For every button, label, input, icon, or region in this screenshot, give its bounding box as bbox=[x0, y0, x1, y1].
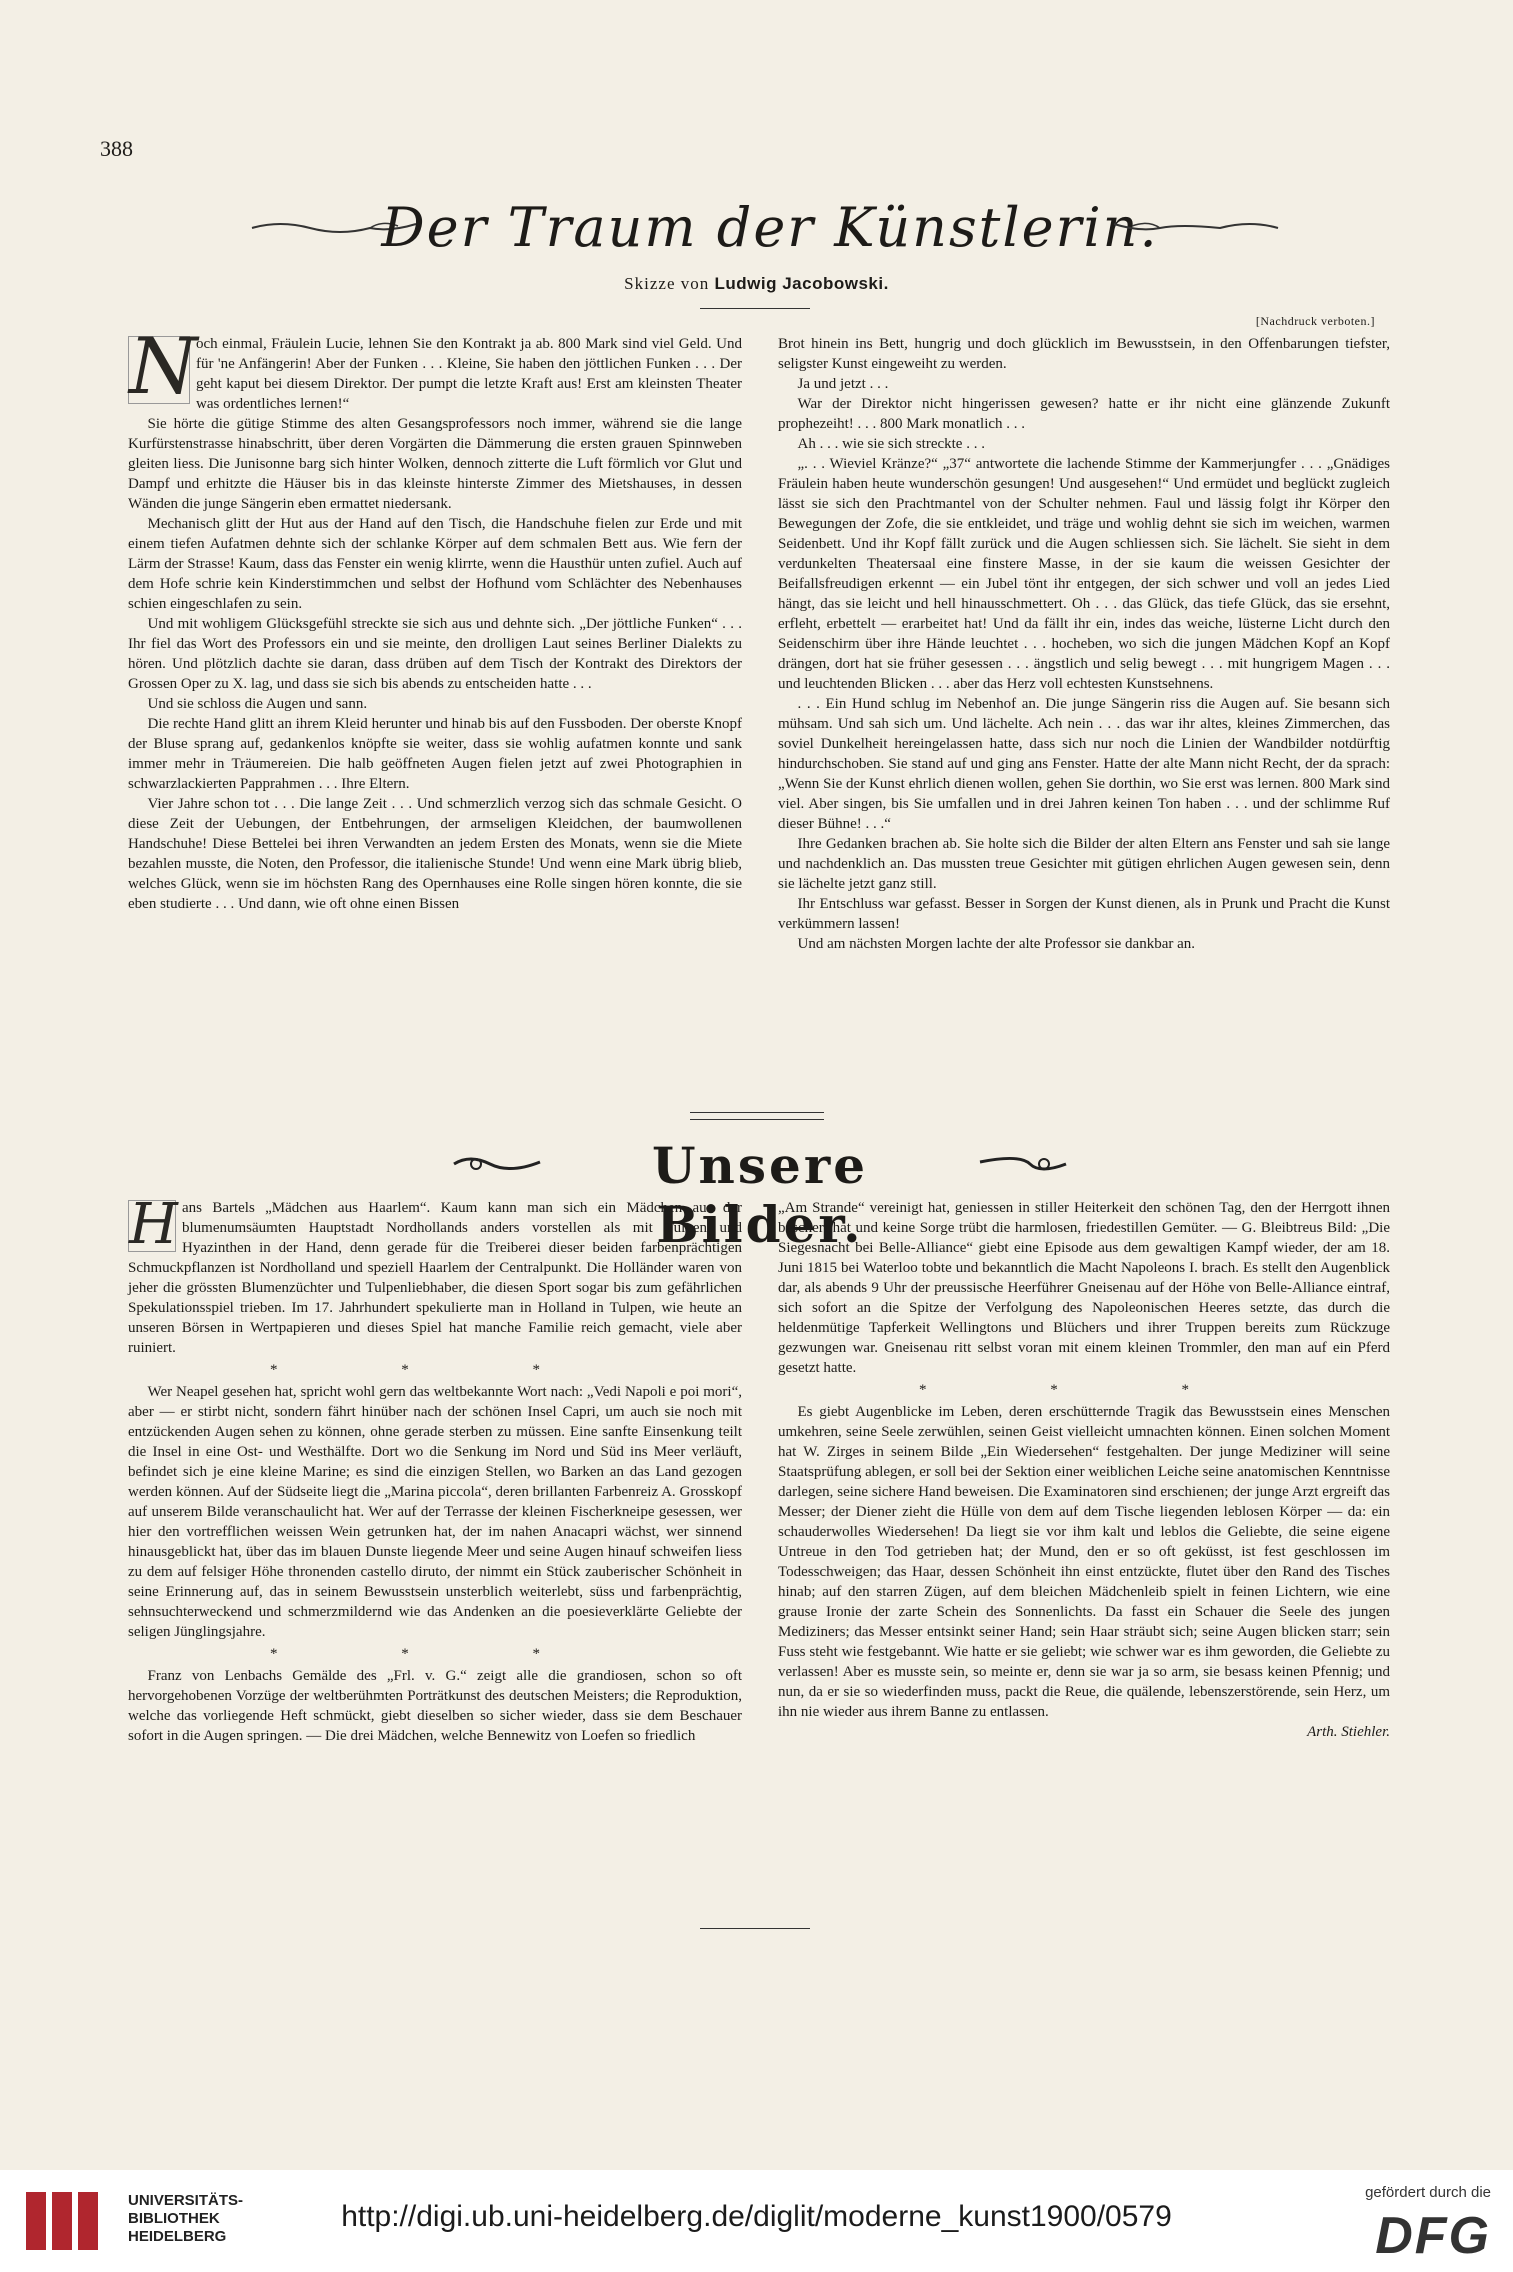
funded-by-label: gefördert durch die bbox=[1365, 2184, 1491, 2201]
reprint-notice: [Nachdruck verboten.] bbox=[1255, 314, 1375, 328]
dropcap-letter: N bbox=[129, 322, 198, 412]
paragraph: Vier Jahre schon tot . . . Die lange Zeit . . . Und schmerzlich verzog sich das schmale Gesicht. O diese Zeit der Uebungen, der Entbehrungen, der armseligen Kleidchen, der baumwollenen Handschuhe! Diese Bettelei bei ihren Verwandten an jedem Ersten des Monats, wenn sie die Miete bezahlen musste, die Noten, den Professor, die italienische Stunde! Und wenn eine Mark übrig blieb, welches Glück, wenn sie im höchsten Rang des Opernhauses eine Rolle singen hören konnte, die sie eben studierte . . . Und dann, wie oft ohne einen Bissen bbox=[128, 796, 742, 912]
section-stars: * * * bbox=[270, 1646, 600, 1662]
paragraph: Ah . . . wie sie sich streckte . . . bbox=[797, 436, 985, 452]
paragraph: „. . . Wieviel Kränze?“ „37“ antwortete die lachende Stimme der Kammerjungfer . . . „Gnädiges Fräulein haben heute wunderschön gesungen! Und ausgesehen!“ Und ermüdet und beglückt zugleich lässt sie sich den Prachtmantel von der Schulter nehmen. Faul und lässig folgt ihr Körper den Bewegungen der Zofe, die sie entkleidet, und träge und wohlig dehnt sie sich im weichen, warmen Seidenbett. Und ihr Kopf fällt zurück und die Augen schliessen sich. Sie lächelt. Sie sieht in dem verdunkelten Theatersaal eine finstere Masse, in der sie kaum die weissen Gesichter der Beifallsfreudigen erkennt — ein Jubel tönt ihr entgegen, der sich schwer und voll an jedes Lied hängt, das sie leicht und hell hinausschmettert. Oh . . . das Glück, das tiefe Glück, das sie ersehnt, erfleht, erbettelt — erarbeitet hat! Und da fällt ihr ein, indes das weiche, lüsterne Licht durch den Seidenschirm über ihre Hände leuchtet . . . hocheben, wo sich die jungen Mädchen Kopf an Kopf drängen, dort hat sie früher gesessen . . . ängstlich und selig bewegt . . . mit hungrigem Magen . . . und leuchtenden Blicken . . . aber das Herz voll echtesten Kunstsehnens. bbox=[778, 456, 1390, 692]
section-title: Unsere Bilder. bbox=[651, 1136, 869, 1254]
article1-column-right bbox=[778, 334, 1390, 1114]
section-separator bbox=[690, 1112, 824, 1120]
paragraph: War der Direktor nicht hingerissen gewesen? hatte er ihr nicht eine glänzende Zukunft prophezeiht! . . . 800 Mark monatlich . . . bbox=[778, 396, 1390, 432]
paragraph: Mechanisch glitt der Hut aus der Hand auf den Tisch, die Handschuhe fielen zur Erde und mit einem tiefen Aufatmen dehnte sich der schlanke Körper auf dem schmalen Bett aus. Wie fern der Lärm der Strasse! Kaum, dass das Fenster ein wenig klirrte, wenn die Hausthür unten zufiel. Auch auf dem Hofe schrie kein Kinderstimmchen und selbst der Hofhund vom Schlächter des Nebenhauses schien eingeschlafen zu sein. bbox=[128, 516, 742, 612]
signature: Arth. Stiehler. bbox=[1307, 1724, 1390, 1740]
article2-column-left bbox=[128, 1192, 742, 1928]
byline-rule bbox=[700, 308, 810, 311]
footer-bar bbox=[0, 2170, 1513, 2272]
paragraph: Brot hinein ins Bett, hungrig und doch glücklich im Bewusstsein, in den Offenbarungen tiefster, seligster Kunst eingeweiht zu werden. bbox=[778, 336, 1390, 372]
paragraph: Wer Neapel gesehen hat, spricht wohl gern das weltbekannte Wort nach: „Vedi Napoli e poi mori“, aber — er stirbt nicht, sondern fährt hinüber nach der schönen Insel Capri, um auch sie noch mit entzückenden Augen sehen zu können, ohne gerade sterben zu müssen. Eine sanfte Einsenkung teilt die Insel in eine Ost- und Westhälfte. Dort wo die Senkung im Nord und Süd ins Meer verläuft, befindet sich je eine kleine Marine; es sind die einzigen Stellen, wo Barken an das Land gezogen werden können. Auf der Südseite liegt die „Marina piccola“, deren brillanten Farbenreiz A. Grosskopf auf unserem Bilde veranschaulicht hat. Wer auf der Terrasse der kleinen Fischerkneipe gesessen, wer hier den vortrefflichen weissen Wein getrunken hat, der im nahen Anacapri wächst, wer sinnend hinausgeblickt hat, über das im blauen Dunste liegende Meer und seine Augen hinauf schweifen liess zu dem auf felsiger Höhe thronenden castello diruto, der nimmt ein Stück zauberischer Schönheit in seine Erinnerung auf, das in seinem Bewusstsein unsterblich weiterlebt, süss und farbenprächtig, sehnsuchterweckend und schmerzmildernd wie das Andenken an die poesieverklärte Geliebte der seligen Jünglingsjahre. bbox=[128, 1384, 742, 1640]
paragraph: Und am nächsten Morgen lachte der alte Professor sie dankbar an. bbox=[797, 936, 1196, 952]
byline-prefix: Skizze von bbox=[624, 274, 710, 293]
paragraph: och einmal, Fräulein Lucie, lehnen Sie den Kontrakt ja ab. 800 Mark sind viel Geld. Und für 'ne Anfängerin! Aber der Funken . . . Kleine, Sie haben den jöttlichen Funken . . . Der geht kaput bei diesem Direktor. Der pumpt die letzte Kraft aus! Erst am kleinsten Theater was ordentliches lernen!“ bbox=[196, 336, 742, 412]
page-number: 388 bbox=[100, 136, 133, 161]
paragraph: Die rechte Hand glitt an ihrem Kleid herunter und hinab bis auf den Fussboden. Der oberste Knopf der Bluse sprang auf, gedankenlos knöpfte sie weiter, dass sie wohlig aufatmen konnte und sank immer mehr in Träumereien. Die halb geöffneten Augen fielen jetzt auf zwei Photographien in schwarzlackierten Papprahmen . . . Ihre Eltern. bbox=[128, 716, 742, 792]
article1-column-left bbox=[128, 322, 742, 1114]
paragraph: „Am Strande“ vereinigt hat, geniessen in stiller Heiterkeit den schönen Tag, den der Herrgott ihnen beschert hat und keine Sorge trübt die harmlosen, friedestillen Gemüter. — G. Bleibtreus Bild: „Die Siegesnacht bei Belle-Alliance“ giebt eine Episode aus dem gewaltigen Kampf wieder, der am 18. Juni 1815 bei Waterloo tobte und bekanntlich die Macht Napoleons I. brach. Es stellt den Augenblick dar, als abends 9 Uhr der preussische Heerführer Gneisenau auf der Höhe von Belle-Alliance eintraf, sich sofort an die Spitze der Verfolgung des Napoleonischen Heeres setzte, das durch die heldenmütige Tapferkeit Wellingtons und Blüchers und ihrer Truppen bereits zum Rückzuge gezwungen war. Gneisenau ritt selbst voran mit einem kleinen Trommler, den man auf ein Pferd gesetzt hatte. bbox=[778, 1200, 1390, 1376]
paragraph: Ja und jetzt . . . bbox=[797, 376, 889, 392]
article-byline bbox=[0, 274, 1513, 294]
author-name: Ludwig Jacobowski. bbox=[714, 274, 889, 293]
paragraph: ans Bartels „Mädchen aus Haarlem“. Kaum kann man sich ein Mädchen aus der blumenumsäumten Hauptstadt Nordhollands anders vorstellen als mit Tulpen und Hyazinthen in der Hand, denn gerade für die Treiberei dieser beiden farbenprächtigen Schmuckpflanzen ist Nordholland und speziell Haarlem der Centralpunkt. Die Holländer waren von jeher die grössten Blumenzüchter und Tulpenliebhaber, die diesen Sport sogar bis zum gefährlichen Spekulationsspiel trieben. Im 17. Jahrhundert spekulierte man in Holland in Tulpen, wie heute an unseren Börsen in Wertpapieren und dieses Spiel hat manche Familie reich gemacht, viele aber ruiniert. bbox=[128, 1200, 742, 1356]
source-url[interactable]: http://digi.ub.uni-heidelberg.de/diglit/moderne_kunst1900/0579 bbox=[341, 2200, 1172, 2233]
left-scroll-ornament bbox=[450, 1150, 550, 1178]
paragraph: Und sie schloss die Augen und sann. bbox=[147, 696, 368, 712]
dfg-logo: DFG bbox=[1375, 2207, 1491, 2265]
right-scroll-ornament bbox=[970, 1150, 1070, 1178]
paragraph: Ihr Entschluss war gefasst. Besser in Sorgen der Kunst dienen, als in Prunk und Pracht die Kunst verkümmern lassen! bbox=[778, 896, 1390, 932]
article2-column-right bbox=[778, 1198, 1390, 1928]
section-stars: * * * bbox=[270, 1362, 600, 1378]
paragraph: . . . Ein Hund schlug im Nebenhof an. Die junge Sängerin riss die Augen auf. Sie besann sich mühsam. Und sah sich um. Und lächelte. Ach nein . . . das war ihr altes, kleines Zimmerchen, das soviel Dunkelheit hereingelassen hatte, dass sich nur noch die Linien der Wandbilder notdürftig hindurchschoben. Sie stand auf und ging ans Fenster. Hatte der alte Mann nicht Recht, der da sprach: „Wenn Sie der Kunst ehrlich dienen wollen, gehen Sie dorthin, wo Sie erst was lernen. 800 Mark sind viel. Aber singen, bis Sie umfallen und in drei Jahren keinen Ton haben . . . und der schlimme Ruf dieser Bühne! . . .“ bbox=[778, 696, 1390, 832]
right-flourish-ornament bbox=[1110, 218, 1280, 238]
dropcap-letter: H bbox=[129, 1192, 178, 1257]
paragraph: Es giebt Augenblicke im Leben, deren erschütternde Tragik das Bewusstsein eines Menschen umkehren, seine Seele zerwühlen, seinen Geist vielleicht umnachten können. Einen solchen Moment hat W. Zirges in seinem Bilde „Ein Wiedersehen“ festgehalten. Der junge Mediziner will seine Staatsprüfung ablegen, er soll bei der Sektion einer weiblichen Leiche seine anatomischen Kenntnisse darlegen, seine sichere Hand beweisen. Die Examinatoren sind erschienen; der junge Arzt ergreift das Messer; der Diener zieht die Hülle von dem auf dem Tische liegenden leblosen Körper — da: ein schauderwolles Wiedersehen! Da liegt sie vor ihm kalt und leblos die Geliebte, die seine eigene Untreue in den Tod getrieben hat; der Mund, den er so oft geküsst, ist fest geschlossen im Todesschweigen; das Haar, dessen Schönheit ihn einst entzückte, flutet über den Rand des Tisches hinab; auf den starren Zügen, auf dem bleichen Mädchenleib spielt in feinen Lichtern, wie eine grause Ironie der zarte Schein des Sonnenlichts. Da fasst ein Schauer die Seele des jungen Mediziners; das Messer entsinkt seiner Hand; sein Haar sträubt sich; seine Augen blicken starr; sein Fuss steht wie festgebannt. Wie hatte er sie geliebt; wie schwer war es ihm geworden, die Geliebte zu verlassen! Aber es musste sein, so meinte er, denn sie war ja so arm, sie besass keinen Pfennig; und nun, da er sie so wiederfinden muss, packt die Reue, die quälende, lebenszerstörende, sein Herz, um ihn nie wieder aus ihrem Banne zu entlassen. bbox=[778, 1404, 1390, 1720]
university-name: UNIVERSITÄTS- BIBLIOTHEK HEIDELBERG bbox=[128, 2192, 244, 2245]
section-stars: * * * bbox=[919, 1382, 1249, 1398]
paragraph: Sie hörte die gütige Stimme des alten Gesangsprofessors noch immer, während sie die lange Kurfürstenstrasse hinabschritt, über deren Vorgärten die Dämmerung die ersten grauen Spinnweben gleiten liess. Die Junisonne barg sich hinter Wolken, dennoch zitterte die Luft förmlich vor Glut und Dampf und erhitzte die Häuser bis in das kleinste hinterste Zimmer des Mietshauses, in dessen Wänden die junge Sängerin eben ermattet niedersank. bbox=[128, 416, 742, 512]
paragraph: Und mit wohligem Glücksgefühl streckte sie sich aus und dehnte sich. „Der jöttliche Funken“ . . . Ihr fiel das Wort des Professors ein und sie meinte, den drolligen Laut seines Berliner Dialekts zu hören. Und plötzlich dachte sie daran, dass drüben auf dem Tisch der Kontrakt des Direktors der Grossen Oper zu X. lag, und dass sie sich bis abends zu entscheiden hatte . . . bbox=[128, 616, 742, 692]
end-rule bbox=[700, 1928, 810, 1930]
article-title: Der Traum der Künstlerin. bbox=[381, 196, 1159, 259]
paragraph: Ihre Gedanken brachen ab. Sie holte sich die Bilder der alten Eltern ans Fenster und sah sie lange und nachdenklich an. Das mussten treue Gesichter mit gütigen ehrlichen Augen gewesen sein, denn sie lächelte jetzt ganz still. bbox=[778, 836, 1390, 892]
paragraph: Franz von Lenbachs Gemälde des „Frl. v. G.“ zeigt alle die grandiosen, schon so oft hervorgehobenen Vorzüge der weltberühmten Porträtkunst des deutschen Meisters; die Reproduktion, welche das vorliegende Heft schmückt, giebt dieselben so sicher wieder, dass sie dem Beschauer sofort in die Augen springen. — Die drei Mädchen, welche Bennewitz von Loefen so friedlich bbox=[128, 1668, 742, 1744]
